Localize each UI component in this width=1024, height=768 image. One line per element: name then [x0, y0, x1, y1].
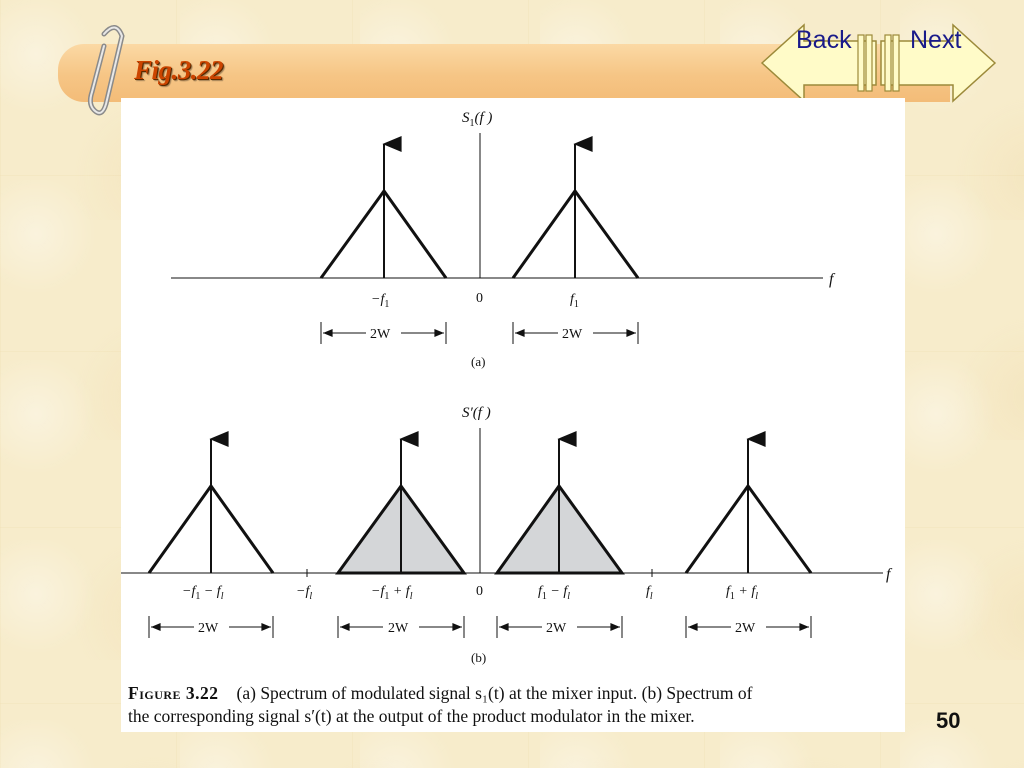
panel-b-tick-label: $f_l$: [646, 584, 653, 602]
panel-a-span-right: [513, 322, 638, 344]
panel-b-tick-label: $-f_1 - f_l$: [182, 584, 224, 602]
panel-b: [121, 405, 893, 665]
span-label: 2W: [388, 621, 409, 636]
panel-b-span-1: [149, 616, 273, 638]
panel-b-span-3: [497, 616, 622, 638]
span-label: 2W: [546, 621, 567, 636]
span-label: 2W: [562, 327, 583, 342]
figure-panel: [121, 98, 905, 732]
panel-b-tick-label: $f_1 + f_l$: [726, 584, 759, 602]
panel-b-span-4: [686, 616, 811, 638]
panel-a-label: (a): [471, 354, 486, 369]
panel-b-tick-label: $-f_l$: [296, 584, 313, 602]
panel-a-axis-label: $S_1(f$ ): [462, 110, 493, 129]
panel-b-zero-label: 0: [476, 584, 483, 599]
panel-a-zero-label: 0: [476, 291, 483, 306]
spectrum-figure: [121, 98, 905, 682]
span-label: 2W: [198, 621, 219, 636]
span-label: 2W: [370, 327, 391, 342]
panel-b-label: (b): [471, 650, 487, 665]
next-button-label[interactable]: Next: [910, 26, 962, 54]
caption-line-1: (a) Spectrum of modulated signal s₁(t) at the mixer input. (b) Spectrum of: [236, 683, 753, 703]
span-label: 2W: [735, 621, 756, 636]
back-button-label[interactable]: Back: [796, 26, 852, 54]
panel-b-freq-label: f: [886, 566, 891, 583]
slide-title: Fig.3.22: [134, 55, 224, 85]
panel-a: [171, 110, 836, 369]
panel-b-tick-label: $-f_1 + f_l$: [371, 584, 413, 602]
panel-b-span-2: [338, 616, 464, 638]
panel-b-axis-label: S′(f ): [462, 405, 491, 421]
panel-a-tick-label: $-f_1$: [371, 292, 390, 310]
panel-b-tick-label: $f_1 - f_l$: [538, 584, 571, 602]
figure-caption: [128, 682, 898, 728]
panel-a-tick-label: $f_1$: [570, 292, 579, 310]
panel-a-span-left: [321, 322, 446, 344]
page-number: 50: [936, 708, 961, 733]
panel-a-freq-label: f: [829, 271, 834, 288]
caption-figure-label: Figure 3.22: [128, 683, 219, 703]
caption-line-2: the corresponding signal s′(t) at the output of the product modulator in the mixer.: [128, 706, 695, 726]
